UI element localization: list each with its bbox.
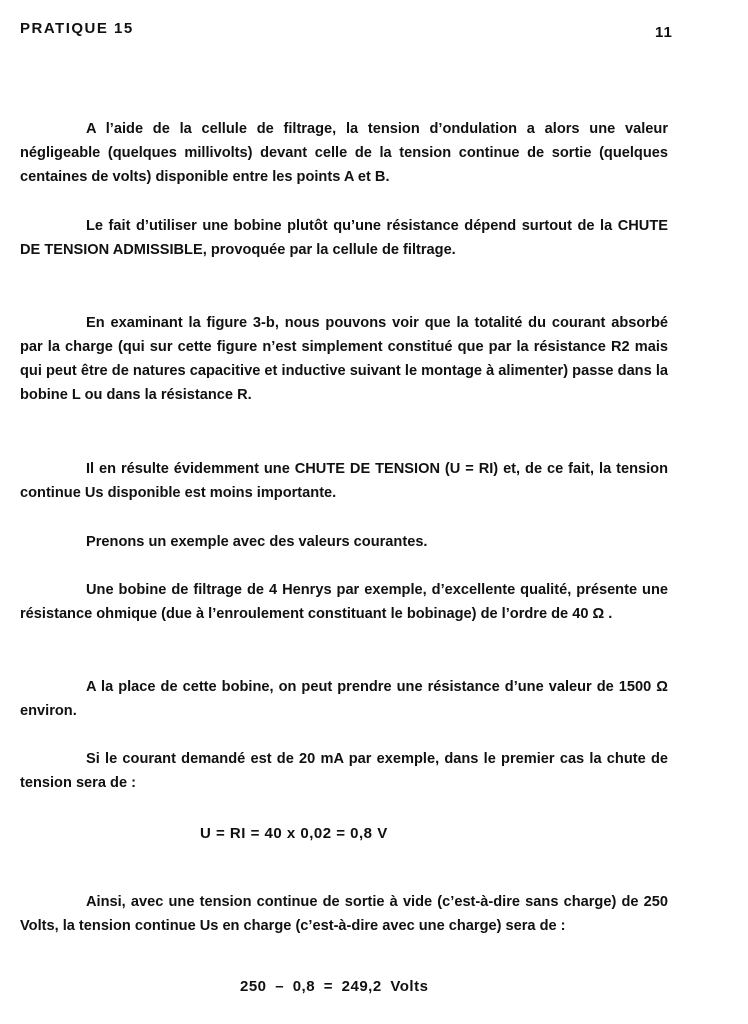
paragraph-7: A la place de cette bobine, on peut prendre une résistance d’une valeur de 1500 Ω environ. (20, 679, 668, 719)
page-header-title: PRATIQUE 15 (20, 20, 134, 37)
paragraph-3: En examinant la figure 3-b, nous pouvons voir que la totalité du courant absorbé par la charge (qui sur cette figure n’est simplement constitué que par la résistance R2 mais qui peut être de natures capacitive et inductive suivant le montage à alimenter) passe dans la bobine L ou dans la résistance R. (20, 315, 668, 403)
paragraph-6: Une bobine de filtrage de 4 Henrys par exemple, d’excellente qualité, présente une résistance ohmique (due à l’enroulement constituant le bobinage) de l’ordre de 40 Ω . (20, 582, 668, 622)
formula-output-voltage: 250 – 0,8 = 249,2 Volts (240, 978, 429, 995)
page-number: 11 (655, 24, 673, 41)
paragraph-5: Prenons un exemple avec des valeurs courantes. (86, 534, 428, 550)
paragraph-9: Ainsi, avec une tension continue de sortie à vide (c’est-à-dire sans charge) de 250 Volts, la tension continue Us en charge (c’est-à-dire avec une charge) sera de : (20, 894, 668, 934)
paragraph-4: Il en résulte évidemment une CHUTE DE TENSION (U = RI) et, de ce fait, la tension continue Us disponible est moins importante. (20, 461, 668, 501)
paragraph-1: A l’aide de la cellule de filtrage, la tension d’ondulation a alors une valeur négligeable (quelques millivolts) devant celle de la tension continue de sortie (quelques centaines de volts) disponible entre les points A et B. (20, 121, 668, 185)
formula-voltage-drop: U = RI = 40 x 0,02 = 0,8 V (200, 825, 388, 842)
paragraph-2: Le fait d’utiliser une bobine plutôt qu’une résistance dépend surtout de la CHUTE DE TENSION ADMISSIBLE, provoquée par la cellule de filtrage. (20, 218, 668, 258)
paragraph-8: Si le courant demandé est de 20 mA par exemple, dans le premier cas la chute de tension sera de : (20, 751, 668, 791)
